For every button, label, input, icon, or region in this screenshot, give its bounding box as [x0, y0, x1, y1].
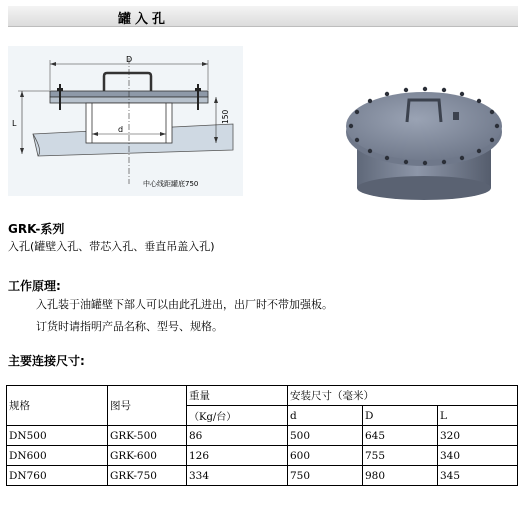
header-weight: 重量: [187, 386, 288, 406]
cell-model: GRK-600: [108, 446, 187, 466]
center-line-note: 中心线距罐底750: [143, 180, 199, 188]
page-title: 罐入孔: [118, 12, 170, 27]
spec-table: [6, 385, 518, 486]
cell-spec: DN600: [7, 446, 108, 466]
cell-L: 340: [438, 446, 518, 466]
cell-model: GRK-750: [108, 466, 187, 486]
header-spec: 规格: [7, 386, 108, 426]
table-row: [7, 466, 518, 486]
cell-D: 980: [363, 466, 438, 486]
header-d: d: [288, 406, 363, 426]
cell-weight: 126: [187, 446, 288, 466]
dim-L-label: L: [12, 119, 17, 128]
manhole-product-image: [335, 60, 515, 210]
table-row: [7, 446, 518, 466]
cell-weight: 86: [187, 426, 288, 446]
header-model: 图号: [108, 386, 187, 426]
principle-heading: 工作原理:: [8, 279, 61, 293]
dimensions-heading: 主要连接尺寸:: [8, 354, 85, 368]
header-D: D: [363, 406, 438, 426]
header-L: L: [438, 406, 518, 426]
series-name: GRK-系列: [8, 222, 65, 236]
table-header-row: [7, 386, 518, 406]
cell-spec: DN760: [7, 466, 108, 486]
cell-D: 755: [363, 446, 438, 466]
table-row: [7, 426, 518, 446]
dim-150-label: 150: [221, 109, 230, 124]
cell-weight: 334: [187, 466, 288, 486]
cell-d: 750: [288, 466, 363, 486]
cell-d: 600: [288, 446, 363, 466]
cell-d: 500: [288, 426, 363, 446]
dim-d-label: d: [118, 125, 124, 134]
principle-line-1: 入孔装于油罐壁下部人可以由此孔进出，出厂时不带加强板。: [36, 298, 333, 311]
principle-line-2: 订货时请指明产品名称、型号、规格。: [36, 320, 223, 333]
series-description: 入孔(罐壁入孔、带芯入孔、垂直吊盖入孔): [8, 240, 215, 253]
title-bar: [8, 6, 518, 27]
header-install: 安装尺寸（毫米）: [288, 386, 518, 406]
technical-drawing: [8, 46, 243, 196]
cell-spec: DN500: [7, 426, 108, 446]
cell-D: 645: [363, 426, 438, 446]
header-weight-unit: （Kg/台）: [187, 406, 288, 426]
dim-D-label: D: [126, 55, 133, 64]
cell-L: 320: [438, 426, 518, 446]
cell-L: 345: [438, 466, 518, 486]
cell-model: GRK-500: [108, 426, 187, 446]
